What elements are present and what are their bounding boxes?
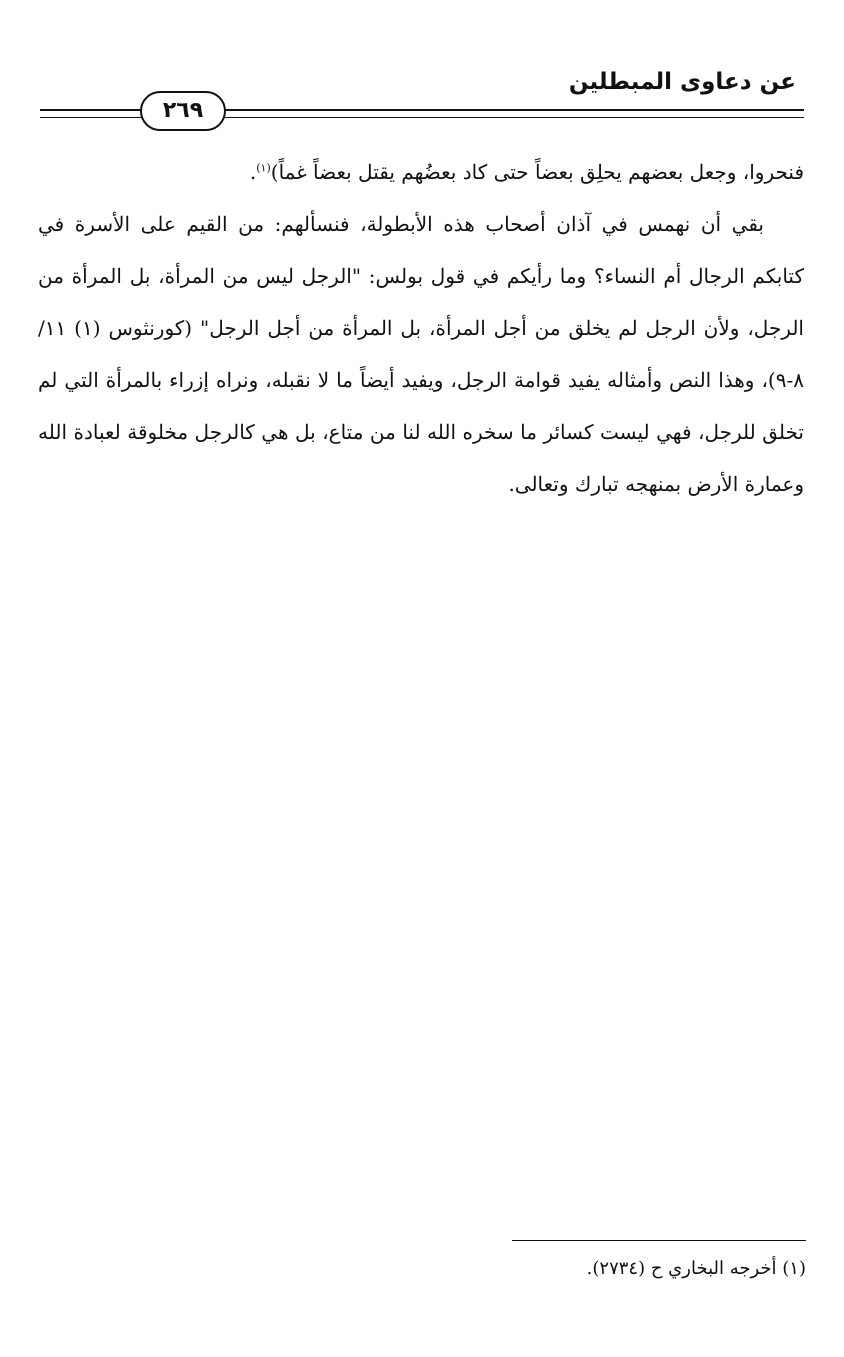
paragraph-1-end: . [249, 160, 257, 184]
paragraph-1 [38, 146, 804, 198]
footnote-1: (١) أخرجه البخاري ح (٢٧٣٤). [586, 1258, 806, 1279]
paragraph-1-text: فنحروا، وجعل بعضهم يحلِق بعضاً حتى كاد بعضُهم يقتل بعضاً غماً) [270, 160, 804, 184]
main-text [38, 146, 804, 510]
running-header-title: عن دعاوى المبطلين [568, 69, 796, 95]
page-number: ٢٦٩ [140, 91, 226, 131]
footnote-reference: (١) [256, 161, 271, 175]
footnote-separator [512, 1240, 806, 1241]
paragraph-2: بقي أن نهمس في آذان أصحاب هذه الأبطولة، فنسألهم: من القيم على الأسرة في كتابكم الرجال أم النساء؟ وما رأيكم في قول بولس: "الرجل ليس من المرأة، بل المرأة من الرجل، ولأن الرجل لم يخلق من أجل المرأة، بل المرأة من أجل الرجل" (كورنثوس (١) ١١/ ٨-٩)، وهذا النص وأمثاله يفيد قوامة الرجل، ويفيد أيضاً ما لا نقبله، ونراه إزراء بالمرأة التي لم تخلق للرجل، فهي ليست كسائر ما سخره الله لنا من متاع، بل هي كالرجل مخلوقة لعبادة الله وعمارة الأرض بمنهجه تبارك وتعالى. [38, 212, 804, 496]
